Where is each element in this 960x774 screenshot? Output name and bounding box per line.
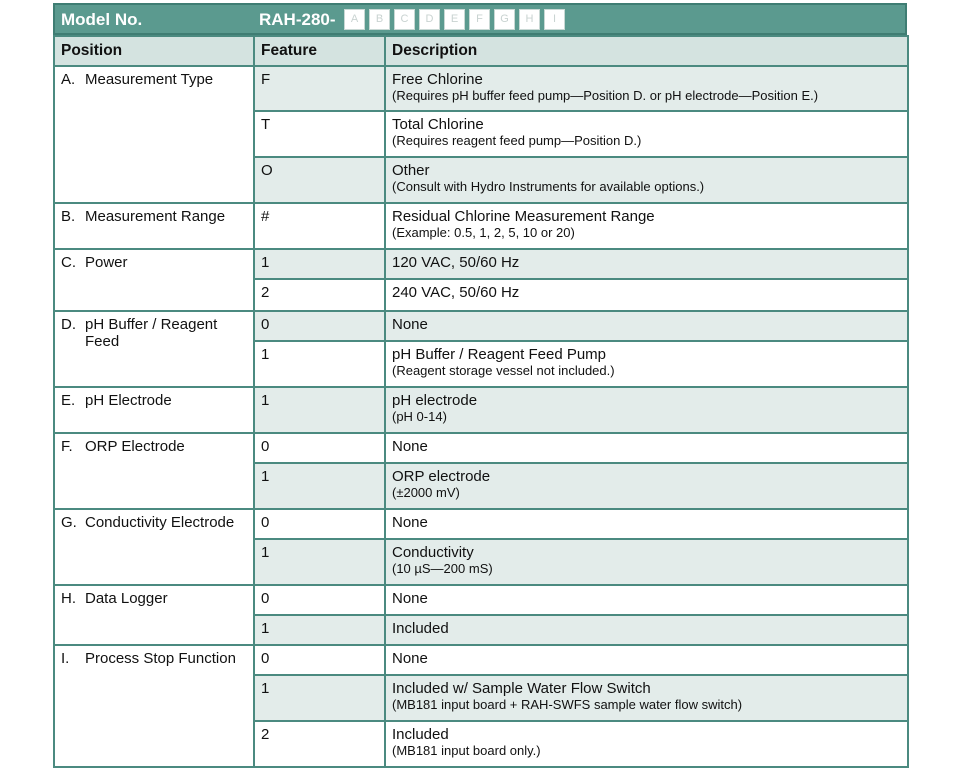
code-box-e: E (444, 9, 465, 30)
position-letter: B. (61, 208, 76, 225)
feature-cell: 0 (254, 645, 385, 675)
description-cell (385, 721, 908, 767)
description-sub: (10 µS—200 mS) (392, 561, 493, 576)
position-cell-c (54, 249, 254, 311)
description-main: Included (392, 620, 449, 637)
position-name: ORP Electrode (85, 438, 185, 455)
description-cell (385, 341, 908, 387)
position-letter: D. (61, 316, 76, 333)
model-number-label: Model No. (61, 10, 143, 29)
description-main: None (392, 316, 428, 333)
position-letter: G. (61, 514, 77, 531)
position-cell-f (54, 433, 254, 509)
feature-cell: 1 (254, 341, 385, 387)
code-box-a: A (344, 9, 365, 30)
description-main: None (392, 438, 428, 455)
position-cell-g (54, 509, 254, 585)
description-cell (385, 433, 908, 463)
position-cell-h (54, 585, 254, 645)
description-main: pH Buffer / Reagent Feed Pump (392, 346, 607, 363)
model-number-bar (53, 3, 907, 35)
table-row (54, 66, 908, 111)
description-main: Residual Chlorine Measurement Range (392, 208, 655, 225)
feature-cell: 1 (254, 463, 385, 509)
table-row (54, 203, 908, 249)
feature-cell: O (254, 157, 385, 203)
description-main: ORP electrode (392, 468, 491, 485)
feature-cell: # (254, 203, 385, 249)
feature-cell: 1 (254, 615, 385, 645)
description-sub: (Consult with Hydro Instruments for available options.) (392, 179, 705, 194)
description-sub: (Reagent storage vessel not included.) (392, 363, 615, 378)
table-row (54, 387, 908, 433)
description-cell (385, 157, 908, 203)
description-sub: (MB181 input board + RAH-SWFS sample water flow switch) (392, 697, 743, 712)
table-row (54, 311, 908, 341)
code-box-d: D (419, 9, 440, 30)
description-cell (385, 311, 908, 341)
description-main: None (392, 590, 428, 607)
position-cell-i (54, 645, 254, 767)
feature-cell: 0 (254, 311, 385, 341)
description-cell (385, 249, 908, 279)
table-row (54, 585, 908, 615)
description-cell (385, 66, 908, 111)
feature-cell: 1 (254, 675, 385, 721)
description-cell (385, 463, 908, 509)
feature-cell: F (254, 66, 385, 111)
code-box-f: F (469, 9, 490, 30)
description-sub: (pH 0-14) (392, 409, 447, 424)
feature-cell: 1 (254, 387, 385, 433)
position-cell-d (54, 311, 254, 387)
position-name: pH Buffer / Reagent Feed (85, 316, 218, 350)
description-cell (385, 387, 908, 433)
position-letter: E. (61, 392, 76, 409)
position-cell-b (54, 203, 254, 249)
position-letter: I. (61, 650, 70, 667)
description-main: None (392, 514, 428, 531)
position-cell-e (54, 387, 254, 433)
position-name: Measurement Range (85, 208, 226, 225)
description-main: Included (392, 726, 449, 743)
description-sub: (±2000 mV) (392, 485, 460, 500)
feature-cell: 1 (254, 539, 385, 585)
feature-cell: 0 (254, 585, 385, 615)
description-main: 240 VAC, 50/60 Hz (392, 284, 520, 301)
description-sub: (Example: 0.5, 1, 2, 5, 10 or 20) (392, 225, 575, 240)
description-cell (385, 203, 908, 249)
code-box-i: I (544, 9, 565, 30)
code-box-g: G (494, 9, 515, 30)
model-code-prefix: RAH-280- (259, 10, 336, 29)
position-cell-a (54, 66, 254, 203)
model-table-wrapper (53, 3, 907, 768)
description-cell (385, 279, 908, 311)
position-name: Process Stop Function (85, 650, 236, 667)
code-box-h: H (519, 9, 540, 30)
position-name: pH Electrode (85, 392, 172, 409)
description-sub: (Requires pH buffer feed pump—Position D. or pH electrode—Position E.) (392, 88, 819, 103)
code-box-b: B (369, 9, 390, 30)
description-main: Total Chlorine (392, 116, 484, 133)
position-name: Power (85, 254, 128, 271)
position-name: Measurement Type (85, 71, 214, 88)
position-letter: A. (61, 71, 76, 88)
position-letter: C. (61, 254, 76, 271)
position-name: Data Logger (85, 590, 168, 607)
description-main: Other (392, 162, 430, 179)
feature-cell: 0 (254, 433, 385, 463)
description-sub: (Requires reagent feed pump—Position D.) (392, 133, 642, 148)
position-name: Conductivity Electrode (85, 514, 235, 531)
description-cell (385, 509, 908, 539)
header-description: Description (385, 36, 908, 66)
position-letter: H. (61, 590, 76, 607)
description-main: pH electrode (392, 392, 478, 409)
feature-cell: T (254, 111, 385, 157)
description-main: Conductivity (392, 544, 474, 561)
description-main: Free Chlorine (392, 71, 483, 88)
description-cell (385, 615, 908, 645)
description-main: None (392, 650, 428, 667)
feature-cell: 2 (254, 721, 385, 767)
description-cell (385, 539, 908, 585)
code-box-c: C (394, 9, 415, 30)
description-cell (385, 111, 908, 157)
description-main: Included w/ Sample Water Flow Switch (392, 680, 651, 697)
position-letter: F. (61, 438, 73, 455)
description-cell (385, 645, 908, 675)
header-feature: Feature (254, 36, 385, 66)
header-position: Position (54, 36, 254, 66)
feature-cell: 1 (254, 249, 385, 279)
model-code-boxes (344, 9, 569, 30)
description-cell (385, 585, 908, 615)
feature-cell: 0 (254, 509, 385, 539)
description-sub: (MB181 input board only.) (392, 743, 541, 758)
table-header-row (54, 36, 908, 66)
options-table (53, 35, 909, 768)
table-row (54, 433, 908, 463)
table-row (54, 509, 908, 539)
description-main: 120 VAC, 50/60 Hz (392, 254, 520, 271)
description-cell (385, 675, 908, 721)
table-row (54, 249, 908, 279)
table-row (54, 645, 908, 675)
feature-cell: 2 (254, 279, 385, 311)
